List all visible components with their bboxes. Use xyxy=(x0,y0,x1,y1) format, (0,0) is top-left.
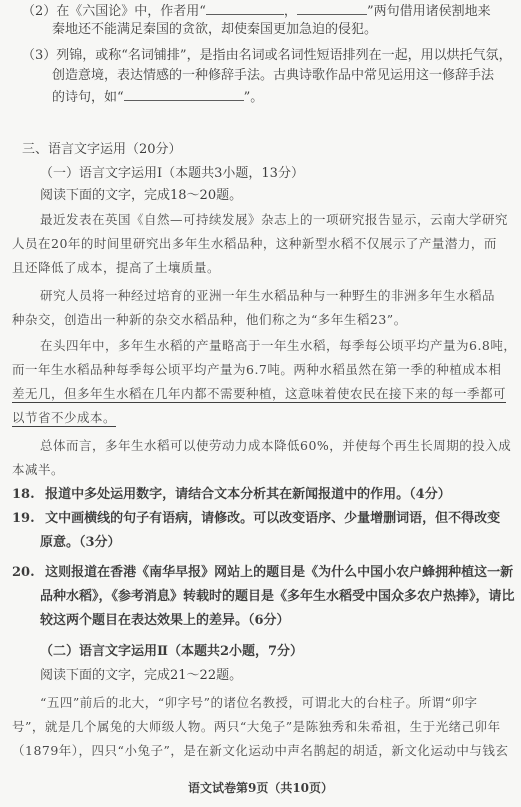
passage1-line: 人员在20年的时间里研究出多年生水稻品种，这种新型水稻不仅展示了产量潜力，而 xyxy=(12,236,497,251)
item2-line1 xyxy=(22,2,491,20)
passage1-line: 总体而言，多年生水稻可以使劳动力成本降低60%，并使每个再生长周期的投入成 xyxy=(40,438,512,453)
item2-prefix: （2）在《六国论》中，作者用“ xyxy=(22,4,206,19)
question-19-cont: 原意。（3分） xyxy=(40,535,121,550)
question-20-cont: 品种水稻》，《参考消息》转载时的题目是《多年生水稻受中国众多农户热捧》，请比 xyxy=(40,589,515,604)
passage1-line: 最近发表在英国《自然—可持续发展》杂志上的一项研究报告显示，云南大学研究 xyxy=(40,212,509,227)
question-text: 这则报道在香港《南华早报》网站上的题目是《为什么中国小农户蜂拥种植这一新 xyxy=(45,565,514,580)
item2-line2: 秦地还不能满足秦国的贪欲，却使秦国更加急迫的侵犯。 xyxy=(52,22,378,37)
item2-suffix: ”两句借用诸侯割地来 xyxy=(366,4,491,19)
question-20-cont: 较这两个题目在表达效果上的差异。（6分） xyxy=(40,613,290,628)
question-number: 19. xyxy=(12,511,35,526)
passage2-line: 号”，就是几个属兔的大师级人物。两只“大兔子”是陈独秀和朱希祖，生于光绪己卯年 xyxy=(12,719,501,734)
passage2-line: “五四”前后的北大，“卯字号”的诸位名教授，可谓北大的台柱子。所谓“卯字 xyxy=(40,695,478,710)
question-20 xyxy=(12,565,513,581)
part1-heading: （一）语言文字运用Ⅰ（本题共3小题，13分） xyxy=(40,166,304,181)
item3-suffix: ”。 xyxy=(243,90,264,105)
passage2-line: （1879年），四只“小兔子”，是在新文化运动中声名鹊起的胡适，新文化运动中与钱玄 xyxy=(12,743,509,758)
passage1-line: 在头四年中，多年生水稻的产量略高于一年生水稻，每季每公顷平均产量为6.8吨， xyxy=(40,338,517,353)
passage1-line: 而一年生水稻品种每季每公顷平均产量为6.7吨。两种水稻虽然在第一季的种植成本相 xyxy=(12,362,502,377)
question-number: 20. xyxy=(12,565,35,580)
question-text: 文中画横线的句子有语病，请修改。可以改变语序、少量增删词语，但不得改变 xyxy=(45,511,501,526)
item3-prefix: 的诗句，如“ xyxy=(52,90,124,105)
question-text: 报道中多处运用数字，请结合文本分析其在新闻报道中的作用。（4分） xyxy=(45,487,451,502)
part1-instruction: 阅读下面的文字，完成18～20题。 xyxy=(40,188,243,203)
question-19 xyxy=(12,511,500,527)
section-heading: 三、语言文字运用（20分） xyxy=(22,142,182,157)
item3-line3 xyxy=(52,88,263,106)
question-number: 18. xyxy=(12,487,35,502)
answer-blank xyxy=(206,2,284,15)
passage1-line: 本减半。 xyxy=(12,462,65,477)
part2-instruction: 阅读下面的文字，完成21～22题。 xyxy=(40,668,243,683)
item3-line2: 创造意境，表达情感的一种修辞手法。古典诗歌作品中常见运用这一修辞手法 xyxy=(52,68,495,83)
item2-mid: ， xyxy=(283,4,297,19)
page-footer: 语文试卷第9页（共10页） xyxy=(187,781,334,795)
passage1-underlined-line: 差无几，但多年生水稻在几年内都不需要种植，这意味着使农民在接下来的每一季都可 xyxy=(12,386,507,401)
passage1-line: 研究人员将一种经过培育的亚洲一年生水稻品种与一种野生的非洲多年生水稻品 xyxy=(40,288,496,303)
item3-line1: （3）列锦，或称“名词铺排”，是指由名词或名词性短语排列在一起，用以烘托气氛， xyxy=(22,48,512,63)
answer-blank xyxy=(297,2,367,15)
part2-heading: （二）语言文字运用Ⅱ（本题共2小题，7分） xyxy=(40,644,304,659)
answer-blank xyxy=(124,88,244,101)
passage1-line: 且还降低了成本，提高了土壤质量。 xyxy=(12,260,221,275)
passage1-underlined-line: 以节省不少成本。 xyxy=(12,410,117,425)
passage1-line: 种杂交，创造出一种新的杂交水稻品种，他们称之为“多年生稻23”。 xyxy=(12,312,407,327)
question-18 xyxy=(12,487,451,503)
